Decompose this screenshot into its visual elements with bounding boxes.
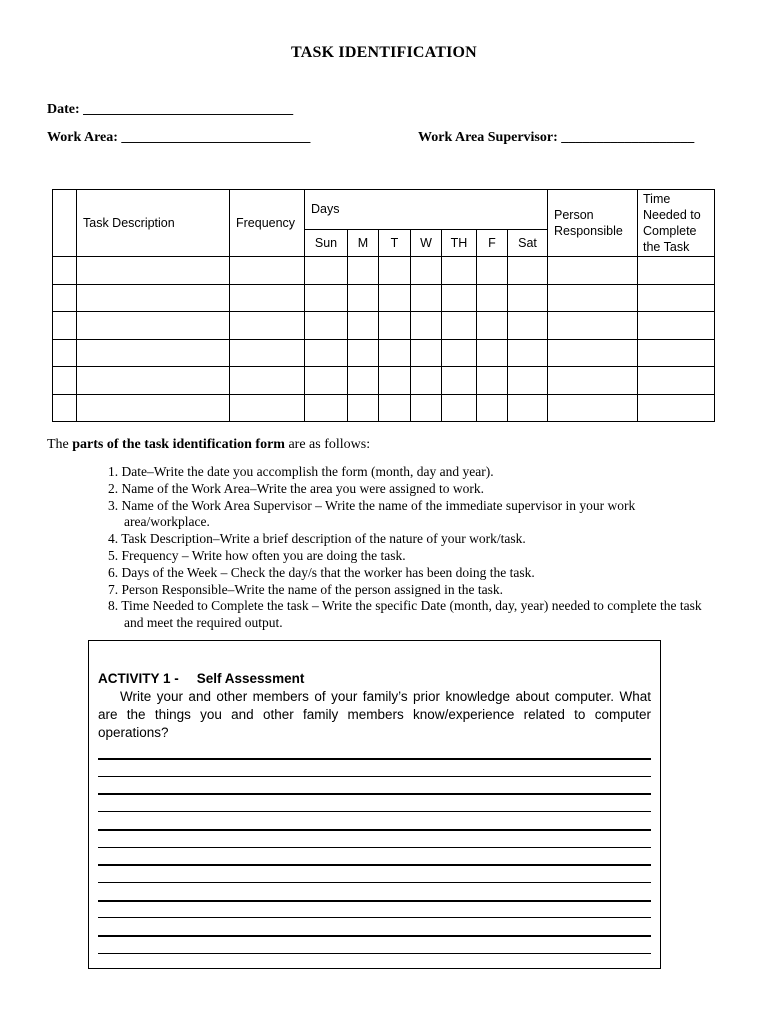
table-cell[interactable] — [477, 284, 508, 312]
answer-line[interactable] — [98, 882, 651, 883]
table-cell[interactable] — [379, 339, 411, 367]
table-cell[interactable] — [477, 257, 508, 285]
table-cell[interactable] — [638, 394, 715, 422]
list-item: 8. Time Needed to Complete the task – Write the specific Date (month, day, year) needed to complete the task and meet the required output. — [108, 598, 702, 631]
activity-label: ACTIVITY 1 - — [98, 671, 179, 686]
list-item: 6. Days of the Week – Check the day/s that the worker has been doing the task. — [108, 564, 535, 580]
table-cell[interactable] — [348, 312, 379, 340]
answer-line[interactable] — [98, 758, 651, 760]
date-field[interactable] — [47, 102, 293, 118]
list-item: 2. Name of the Work Area–Write the area you were assigned to work. — [108, 480, 484, 496]
day-thu: TH — [442, 230, 477, 257]
table-cell[interactable] — [53, 257, 77, 285]
table-cell[interactable] — [442, 284, 477, 312]
table-cell[interactable] — [230, 312, 305, 340]
table-cell[interactable] — [477, 312, 508, 340]
instructions-list — [92, 464, 712, 632]
answer-line[interactable] — [98, 935, 651, 937]
table-cell[interactable] — [638, 312, 715, 340]
table-cell[interactable] — [638, 257, 715, 285]
table-cell[interactable] — [508, 284, 548, 312]
table-cell[interactable] — [305, 312, 348, 340]
table-cell[interactable] — [638, 284, 715, 312]
table-cell[interactable] — [77, 367, 230, 395]
table-cell[interactable] — [53, 367, 77, 395]
day-tue: T — [379, 230, 411, 257]
table-row — [53, 339, 715, 367]
table-cell[interactable] — [548, 394, 638, 422]
table-cell[interactable] — [53, 284, 77, 312]
list-item: 3. Name of the Work Area Supervisor – Write the name of the immediate supervisor in your work area/workplace. — [108, 497, 636, 530]
activity-prompt: Write your and other members of your family’s prior knowledge about computer. What are the things you and other family members know/experience related to computer operations? — [98, 689, 651, 740]
person-responsible-header: Person Responsible — [548, 190, 638, 257]
table-cell[interactable] — [305, 394, 348, 422]
time-needed-header: Time Needed to Complete the Task — [638, 190, 715, 257]
table-cell[interactable] — [348, 284, 379, 312]
table-cell[interactable] — [477, 367, 508, 395]
table-cell[interactable] — [77, 394, 230, 422]
table-cell[interactable] — [348, 339, 379, 367]
table-cell[interactable] — [411, 312, 442, 340]
task-description-header: Task Description — [77, 190, 230, 257]
answer-line[interactable] — [98, 864, 651, 866]
supervisor-blank[interactable]: ___________________ — [561, 130, 695, 145]
table-cell[interactable] — [77, 284, 230, 312]
table-cell[interactable] — [53, 312, 77, 340]
table-cell[interactable] — [548, 284, 638, 312]
table-cell[interactable] — [53, 339, 77, 367]
table-cell[interactable] — [477, 339, 508, 367]
work-area-field[interactable] — [47, 130, 310, 146]
day-wed: W — [411, 230, 442, 257]
frequency-header: Frequency — [230, 190, 305, 257]
table-cell[interactable] — [442, 257, 477, 285]
answer-line[interactable] — [98, 900, 651, 902]
table-cell[interactable] — [477, 394, 508, 422]
table-cell[interactable] — [348, 394, 379, 422]
table-cell[interactable] — [508, 394, 548, 422]
table-cell[interactable] — [508, 367, 548, 395]
table-cell[interactable] — [379, 367, 411, 395]
table-cell[interactable] — [379, 312, 411, 340]
table-cell[interactable] — [548, 367, 638, 395]
work-area-blank[interactable]: ___________________________ — [121, 130, 311, 145]
table-cell[interactable] — [442, 339, 477, 367]
page-title: TASK IDENTIFICATION — [291, 44, 477, 61]
table-cell[interactable] — [442, 312, 477, 340]
date-blank[interactable]: ______________________________ — [83, 102, 294, 117]
task-table — [52, 189, 715, 422]
table-cell[interactable] — [230, 257, 305, 285]
answer-line[interactable] — [98, 917, 651, 918]
table-cell[interactable] — [305, 257, 348, 285]
list-item: 7. Person Responsible–Write the name of the person assigned in the task. — [108, 581, 504, 597]
answer-line[interactable] — [98, 847, 651, 848]
table-cell[interactable] — [548, 339, 638, 367]
table-cell[interactable] — [77, 339, 230, 367]
table-cell[interactable] — [230, 284, 305, 312]
supervisor-label: Work Area Supervisor: — [418, 130, 558, 145]
list-item: 5. Frequency – Write how often you are doing the task. — [108, 547, 406, 563]
table-cell[interactable] — [305, 284, 348, 312]
table-cell[interactable] — [411, 394, 442, 422]
table-cell[interactable] — [508, 257, 548, 285]
answer-line[interactable] — [98, 811, 651, 812]
table-cell[interactable] — [348, 367, 379, 395]
table-row — [53, 284, 715, 312]
table-cell[interactable] — [77, 312, 230, 340]
row-number-header — [53, 190, 77, 257]
table-cell[interactable] — [230, 394, 305, 422]
table-cell[interactable] — [379, 257, 411, 285]
table-cell[interactable] — [53, 394, 77, 422]
activity-box — [88, 640, 661, 969]
answer-line[interactable] — [98, 776, 651, 777]
instructions-intro: The parts of the task identification form are as follows: — [47, 437, 371, 452]
table-row — [53, 394, 715, 422]
table-cell[interactable] — [230, 339, 305, 367]
table-cell[interactable] — [508, 312, 548, 340]
table-row — [53, 367, 715, 395]
activity-heading — [98, 671, 304, 686]
work-area-label: Work Area: — [47, 130, 118, 145]
table-cell[interactable] — [379, 394, 411, 422]
table-cell[interactable] — [638, 339, 715, 367]
table-cell[interactable] — [379, 284, 411, 312]
table-cell[interactable] — [548, 257, 638, 285]
table-cell[interactable] — [305, 339, 348, 367]
days-header: Days — [305, 190, 548, 230]
day-mon: M — [348, 230, 379, 257]
supervisor-field[interactable] — [418, 130, 694, 146]
table-cell[interactable] — [77, 257, 230, 285]
list-item: 1. Date–Write the date you accomplish the form (month, day and year). — [108, 464, 494, 479]
activity-subtitle: Self Assessment — [196, 671, 305, 686]
table-cell[interactable] — [548, 312, 638, 340]
date-label: Date: — [47, 102, 80, 117]
table-cell[interactable] — [348, 257, 379, 285]
table-cell[interactable] — [411, 284, 442, 312]
list-item: 4. Task Description–Write a brief description of the nature of your work/task. — [108, 531, 526, 547]
table-row — [53, 312, 715, 340]
answer-line[interactable] — [98, 953, 651, 954]
table-cell[interactable] — [305, 367, 348, 395]
answer-line[interactable] — [98, 829, 651, 831]
table-cell[interactable] — [411, 339, 442, 367]
table-cell[interactable] — [638, 367, 715, 395]
table-cell[interactable] — [411, 257, 442, 285]
day-sun: Sun — [305, 230, 348, 257]
table-cell[interactable] — [508, 339, 548, 367]
table-cell[interactable] — [411, 367, 442, 395]
table-cell[interactable] — [230, 367, 305, 395]
day-sat: Sat — [508, 230, 548, 257]
answer-line[interactable] — [98, 793, 651, 795]
table-cell[interactable] — [442, 367, 477, 395]
table-cell[interactable] — [442, 394, 477, 422]
table-row — [53, 257, 715, 285]
day-fri: F — [477, 230, 508, 257]
